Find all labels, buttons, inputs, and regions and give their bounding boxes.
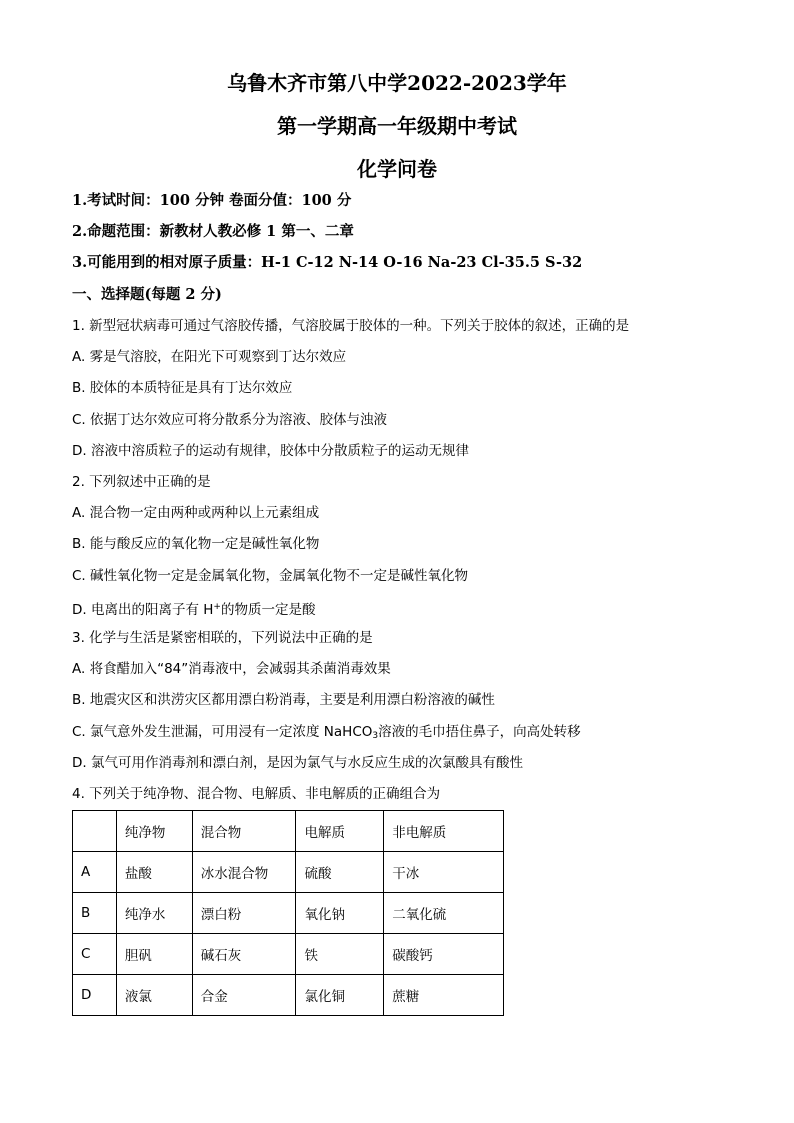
question-2-option-c: C. 碱性氧化物一定是金属氧化物，金属氧化物不一定是碱性氧化物 [72, 568, 469, 584]
question-2-option-a: A. 混合物一定由两种或两种以上元素组成 [72, 505, 320, 521]
table-header-cell: 非电解质 [384, 811, 504, 852]
table-cell: 硫酸 [296, 852, 384, 893]
school-title: 乌鲁木齐市第八中学2022-2023学年 [227, 71, 567, 95]
table-cell: 氧化钠 [296, 893, 384, 934]
paper-title: 化学问卷 [357, 157, 437, 181]
question-2-option-b: B. 能与酸反应的氧化物一定是碱性氧化物 [72, 536, 320, 552]
table-cell: 氯化铜 [296, 975, 384, 1016]
table-header-cell [73, 811, 117, 852]
q2-d-superscript: + [213, 602, 221, 612]
q2-d-text-post: 的物质一定是酸 [220, 602, 316, 618]
table-cell: 二氧化硫 [384, 893, 504, 934]
table-cell: 干冰 [384, 852, 504, 893]
question-1-stem: 1. 新型冠状病毒可通过气溶胶传播，气溶胶属于胶体的一种。下列关于胶体的叙述，正确的是 [72, 318, 630, 334]
exam-time-info: 1.考试时间：100 分钟 卷面分值：100 分 [72, 192, 352, 209]
question-2-option-d [72, 597, 315, 620]
table-cell: A [73, 852, 117, 893]
q3-c-text-pre: C. 氯气意外发生泄漏，可用浸有一定浓度 NaHCO [72, 724, 373, 740]
table-cell: 铁 [296, 934, 384, 975]
exam-scope-info: 2.命题范围：新教材人教必修 1 第一、二章 [72, 223, 354, 240]
q3-c-subscript: 3 [372, 731, 379, 741]
q3-c-text-post: 溶液的毛巾捂住鼻子，向高处转移 [378, 724, 581, 740]
table-cell: C [73, 934, 117, 975]
section-heading: 一、选择题(每题 2 分) [72, 286, 222, 303]
exam-title: 第一学期高一年级期中考试 [277, 114, 517, 138]
table-cell: 纯净水 [116, 893, 192, 934]
table-row [73, 852, 504, 893]
question-1-option-a: A. 雾是气溶胶，在阳光下可观察到丁达尔效应 [72, 349, 347, 365]
table-cell: 合金 [192, 975, 296, 1016]
question-4-stem: 4. 下列关于纯净物、混合物、电解质、非电解质的正确组合为 [72, 786, 441, 802]
table-header-cell: 混合物 [192, 811, 296, 852]
table-cell: 碱石灰 [192, 934, 296, 975]
table-row [73, 893, 504, 934]
question-3-stem: 3. 化学与生活是紧密相联的，下列说法中正确的是 [72, 630, 373, 646]
question-2-stem: 2. 下列叙述中正确的是 [72, 474, 211, 490]
table-cell: 碳酸钙 [384, 934, 504, 975]
question-3-option-b: B. 地震灾区和洪涝灾区都用漂白粉消毒，主要是利用漂白粉溶液的碱性 [72, 692, 495, 708]
table-cell: 漂白粉 [192, 893, 296, 934]
q2-d-text-pre: D. 电离出的阳离子有 H [72, 602, 214, 618]
table-cell: 液氯 [116, 975, 192, 1016]
table-header-cell: 纯净物 [116, 811, 192, 852]
question-1-option-c: C. 依据丁达尔效应可将分散系分为溶液、胶体与浊液 [72, 412, 388, 428]
table-cell: 蔗糖 [384, 975, 504, 1016]
atomic-mass-info: 3.可能用到的相对原子质量：H-1 C-12 N-14 O-16 Na-23 Cl-35.5 S-32 [72, 254, 583, 271]
table-cell: D [73, 975, 117, 1016]
question-1-option-d: D. 溶液中溶质粒子的运动有规律，胶体中分散质粒子的运动无规律 [72, 443, 469, 459]
table-header-row [73, 811, 504, 852]
question-3-option-c [72, 722, 581, 746]
question-3-option-d: D. 氯气可用作消毒剂和漂白剂，是因为氯气与水反应生成的次氯酸具有酸性 [72, 755, 523, 771]
table-cell: 胆矾 [116, 934, 192, 975]
question-4-table [72, 810, 504, 1016]
question-3-option-a: A. 将食醋加入“84”消毒液中，会减弱其杀菌消毒效果 [72, 661, 391, 677]
table-cell: 冰水混合物 [192, 852, 296, 893]
table-row [73, 975, 504, 1016]
table-row [73, 934, 504, 975]
table-cell: 盐酸 [116, 852, 192, 893]
table-cell: B [73, 893, 117, 934]
table-header-cell: 电解质 [296, 811, 384, 852]
question-1-option-b: B. 胶体的本质特征是具有丁达尔效应 [72, 380, 293, 396]
